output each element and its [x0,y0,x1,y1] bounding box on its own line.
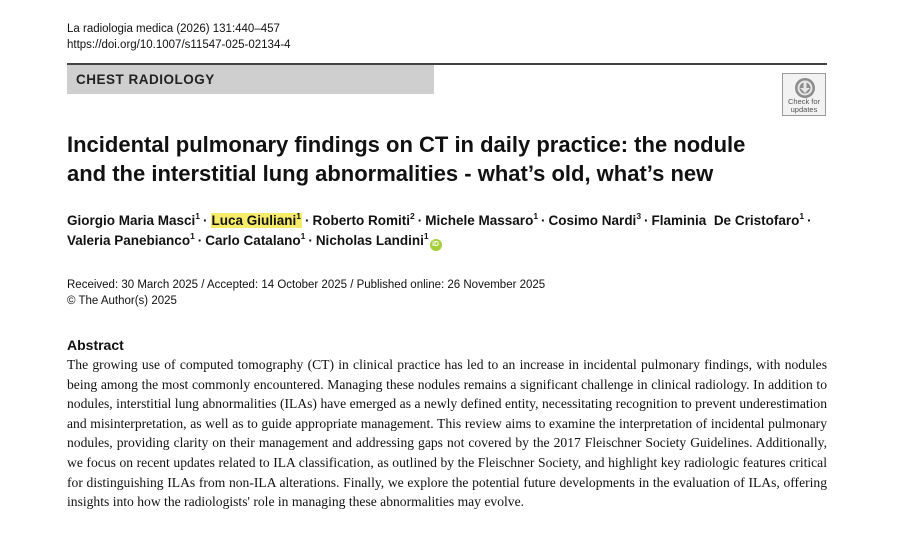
author[interactable]: Michele Massaro$^1$ [425,210,539,228]
journal-citation: La radiologia medica (2026) 131:440–457 [67,23,280,35]
author[interactable]: Cosimo Nardi$^3$ [548,210,642,228]
author-highlighted[interactable]: Luca Giuliani$^1$ [211,210,302,228]
author-separator: · [644,213,649,228]
copyright-notice: © The Author(s) 2025 [67,295,177,307]
author-separator: · [305,213,310,228]
author[interactable]: Carlo Catalano$^1$ [205,230,306,248]
article-title [67,131,787,188]
orcid-icon[interactable]: iD [430,239,442,251]
author-separator: · [417,213,423,228]
author-separator: · [197,233,203,248]
abstract-heading: Abstract [67,337,124,353]
check-for-updates-label: Check for updates [787,97,821,114]
title-line-1: Incidental pulmonary findings on CT in daily practice: the nodule [67,132,746,157]
author[interactable]: Giorgio Maria Masci$^1$ [67,210,201,228]
author[interactable]: Flaminia De Cristofaro$^1$ [651,210,805,228]
author[interactable]: Nicholas Landini$^1$ [315,230,429,248]
title-line-2: and the interstitial lung abnormalities - what’s old, what’s new [67,160,714,186]
author[interactable]: Valeria Panebianco$^1$ [67,230,195,248]
author-separator: · [541,213,546,228]
author-separator: · [807,213,812,228]
section-label: CHEST RADIOLOGY [76,72,215,87]
doi-link[interactable]: https://doi.org/10.1007/s11547-025-02134-4 [67,39,291,51]
publication-dates: Received: 30 March 2025 / Accepted: 14 October 2025 / Published online: 26 November 2025 [67,279,546,291]
abstract-text: The growing use of computed tomography (CT) in clinical practice has led to an increase in incidental pulmonary findings, with nodules being among the most commonly encountered. Managing these nodules remains a significant challenge in clinical radiology. In addition to nodules, interstitial lung abnormalities (ILAs) have emerged as a newly defined entity, necessitating recognition to prevent underestimation and misinterpretation, as well as to guide appropriate management. This review aims to examine the interpretation of incidental pulmonary nodules, providing clarity on their management and addressing gaps not covered by the 2017 Fleischner Society Guidelines. Additionally, we focus on recent updates related to ILA classification, as outlined by the Fleischner Society, and highlight key radiologic features critical for distinguishing ILAs from non-ILA alterations. Finally, we explore the potential future developments in the evaluation of ILAs, offering insights into how the radiologists' role in managing these abnormalities may evolve. [67,357,827,510]
author[interactable]: Roberto Romiti$^2$ [312,210,415,228]
author-separator: · [308,233,313,248]
check-for-updates-button[interactable] [782,73,826,116]
check-for-updates-icon [794,77,816,99]
author-list [67,211,847,251]
author-separator: · [203,213,208,228]
